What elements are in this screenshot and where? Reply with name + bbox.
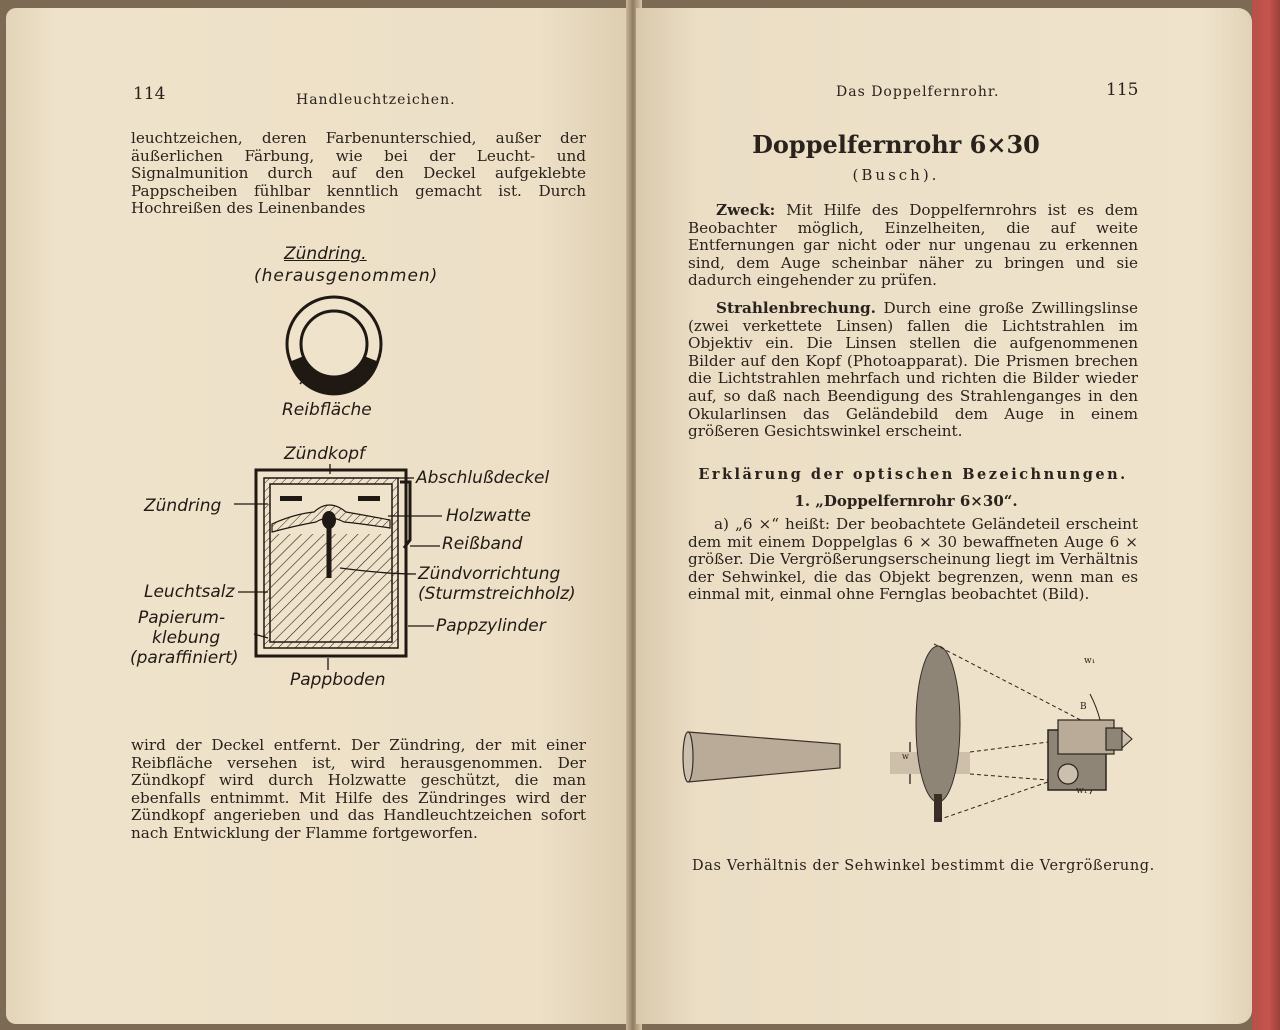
left-page: [6, 8, 632, 1024]
label-zuendring-title: Zündring.: [284, 244, 367, 264]
paragraph-zweck: [688, 202, 1138, 290]
label-pappzylinder: Pappzylinder: [436, 616, 546, 636]
label-zuendvorrichtung: Zündvorrichtung: [418, 564, 561, 584]
running-head-right: Das Doppelfernrohr.: [836, 84, 1000, 100]
zweck-label: Zweck:: [716, 201, 776, 219]
strahlenbrechung-label: Strahlenbrechung.: [716, 299, 876, 317]
label-w1-top: w₁: [1084, 656, 1096, 666]
paragraph-top: leuchtzeichen, deren Farbenunterschied, außer der äußerlichen Färbung, wie bei der Leucht- und Signalmunition durch auf den Deckel aufgeklebte Pappscheiben fühlbar kenntlich gemacht ist. Durch Hochreißen des Leinenbandes: [131, 129, 586, 218]
label-paraffiniert: (paraffiniert): [130, 648, 239, 668]
label-klebung: klebung: [152, 628, 221, 648]
right-page: [636, 8, 1252, 1024]
label-b: B: [1080, 702, 1087, 712]
zweck-text: Mit Hilfe des Doppelfernrohrs ist es dem Beobachter möglich, Einzelheiten, die auf weite Entfernungen gar nicht oder nur ungenau zu erkennen sind, dem Auge scheinbar näher zu bringen und sie dadurch eingehender zu prüfen.: [688, 201, 1139, 290]
label-sturmstreichholz: (Sturmstreichholz): [418, 584, 576, 604]
paragraph-a: a) „6 ×“ heißt: Der beobachtete Geländeteil erscheint dem mit einem Doppelglas 6 × 30 bewaffneten Auge 6 × größer. Die Vergrößerungserscheinung liegt im Verhältnis der Sehwinkel, die das Objekt begrenzen, wenn man es einmal mit, einmal ohne Fernglas beobachtet (Bild).: [688, 515, 1138, 604]
paragraph-bottom: wird der Deckel entfernt. Der Zündring, der mit einer Reibfläche versehen ist, wird herausgenommen. Der Zündkopf wird durch Holzwatte geschützt, die man ebenfalls entnimmt. Mit Hilfe des Zündringes wird der Zündkopf angerieben und das Handleuchtzeichen sofort nach Entwicklung der Flamme fortgeworfen.: [131, 736, 586, 842]
page-subtitle: (Busch).: [852, 166, 940, 184]
label-papierum: Papierum-: [138, 608, 226, 628]
label-w1-bottom: w₁: [1076, 786, 1088, 796]
label-reissband: Reißband: [442, 534, 523, 554]
label-herausgenommen: (herausgenommen): [254, 266, 439, 286]
page-number-left: 114: [133, 84, 166, 104]
paragraph-strahlenbrechung: [688, 300, 1138, 441]
figure-caption: Das Verhältnis der Sehwinkel bestimmt die Vergrößerung.: [692, 858, 1155, 874]
cover-edge: [1252, 0, 1280, 1030]
strahlenbrechung-text: Durch eine große Zwillingslinse (zwei verkettete Linsen) fallen die Lichtstrahlen im Objektiv ein. Die Linsen stellen die aufgenommenen Bilder auf den Kopf (Photoapparat). Die Prismen brechen die Lichtstrahlen mehrfach und richten die Bilder wieder auf, so daß nach Beendigung des Strahlenganges in den Okularlinsen das Geländebild dem Auge in einem größeren Gesichtswinkel erscheint.: [688, 299, 1139, 441]
label-leuchtsalz: Leuchtsalz: [144, 582, 235, 602]
section-subheading: 1. „Doppelfernrohr 6×30“.: [794, 492, 1018, 510]
page-number-right: 115: [1106, 80, 1139, 100]
label-w: w: [902, 752, 909, 761]
page-title: Doppelfernrohr 6×30: [752, 130, 1040, 159]
label-reibflaeche: Reibfläche: [282, 400, 372, 420]
label-zuendkopf: Zündkopf: [284, 444, 366, 464]
label-zuendring: Zündring: [144, 496, 222, 516]
section-heading: Erklärung der optischen Bezeichnungen.: [698, 466, 1128, 483]
label-holzwatte: Holzwatte: [446, 506, 531, 526]
label-pappboden: Pappboden: [290, 670, 386, 690]
sehwinkel-figure: [680, 634, 1140, 834]
label-abschlussdeckel: Abschlußdeckel: [416, 468, 550, 488]
running-head-left: Handleuchtzeichen.: [296, 92, 456, 108]
label-leader-lines: [6, 8, 632, 708]
